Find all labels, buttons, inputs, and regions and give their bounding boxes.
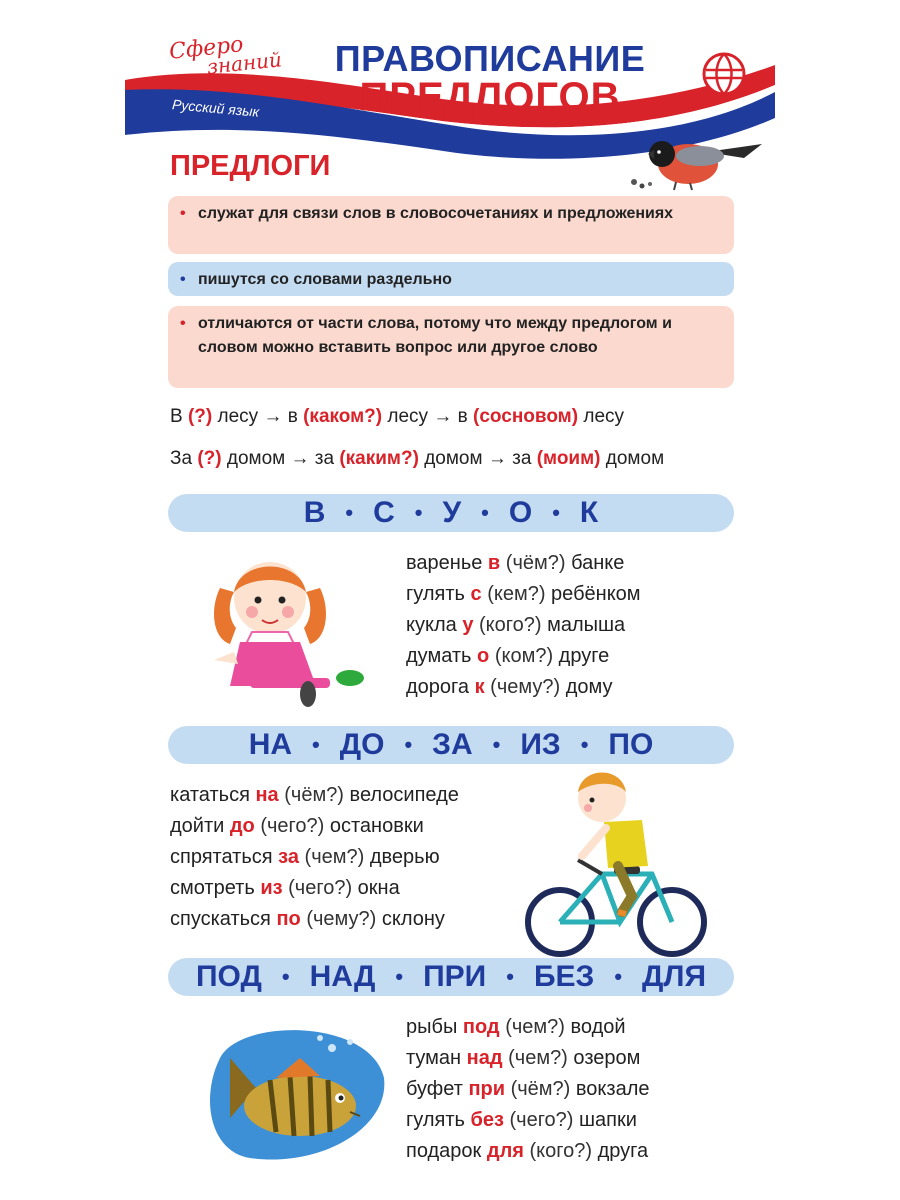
boy-on-bicycle-image [522, 762, 712, 962]
question: (ком?) [494, 645, 554, 667]
list-item [170, 842, 459, 873]
rule-text: служат для связи слов в словосочетаниях и предложениях [198, 205, 674, 222]
list-item [170, 780, 459, 811]
dot-separator: • [492, 732, 501, 757]
example-question: (?) [197, 448, 222, 469]
preposition: по [276, 908, 301, 930]
preposition: ПРИ [423, 960, 487, 993]
preposition: БЕЗ [533, 960, 595, 993]
preposition: за [278, 846, 299, 868]
word: варенье [406, 552, 483, 574]
rule-card-1 [168, 196, 734, 254]
question: (чему?) [306, 908, 377, 930]
dot-separator: • [345, 500, 354, 525]
preposition: у [462, 614, 474, 636]
dot-separator: • [395, 964, 404, 989]
bullet-icon: • [180, 205, 186, 222]
example-word: лесу [583, 406, 625, 427]
preposition: к [474, 676, 485, 698]
dot-separator: • [312, 732, 320, 757]
list-item [406, 1074, 650, 1105]
rule-text: пишутся со словами раздельно [198, 271, 452, 288]
example-word: домом [605, 448, 665, 469]
preposition-band-3 [168, 958, 734, 996]
example-word: лесу → в [217, 406, 298, 427]
list-item [406, 1105, 650, 1136]
word: велосипеде [349, 784, 459, 806]
preposition: до [229, 815, 255, 837]
word: гулять [406, 1109, 465, 1131]
preposition: С [373, 496, 395, 529]
example-question: (сосновом) [473, 406, 579, 427]
title-line-2: ПРЕДЛОГОВ [359, 75, 621, 119]
dot-separator: • [414, 500, 423, 525]
preposition: ДО [339, 728, 385, 761]
preposition: К [579, 496, 599, 529]
preposition: У [442, 496, 462, 529]
word: малыша [547, 614, 626, 636]
preposition: О [508, 496, 533, 529]
list-item [170, 904, 459, 935]
word: банке [571, 552, 625, 574]
bullet-icon: • [180, 315, 186, 332]
doll-image [190, 548, 390, 708]
subject-label: Русский язык [171, 96, 260, 120]
preposition-band-2 [168, 726, 734, 764]
question: (чём?) [284, 784, 344, 806]
example-word: За [170, 448, 193, 469]
bullfinch-bird-image [626, 130, 766, 196]
word: кукла [406, 614, 457, 636]
dot-separator: • [281, 964, 290, 989]
word: рыбы [406, 1016, 458, 1038]
word: склону [381, 908, 445, 930]
preposition: с [470, 583, 482, 605]
question: (чем?) [304, 846, 365, 868]
word: буфет [406, 1078, 463, 1100]
preposition: НАД [309, 960, 376, 993]
list-item [406, 579, 641, 610]
word: спускаться [170, 908, 271, 930]
preposition: ПО [608, 728, 654, 761]
example-word: В [170, 406, 183, 427]
fish-image [200, 1018, 390, 1168]
word: остановки [329, 815, 424, 837]
word: туман [406, 1047, 462, 1069]
word: дому [565, 676, 613, 698]
word: смотреть [170, 877, 255, 899]
dot-separator: • [614, 964, 623, 989]
example-list-1 [406, 548, 641, 703]
dot-separator: • [506, 964, 514, 989]
example-word: домом → за [424, 448, 532, 469]
example-question: (моим) [536, 448, 601, 469]
page-title [300, 38, 680, 119]
publisher-logo [168, 32, 282, 79]
preposition: В [303, 496, 326, 529]
example-question: (?) [187, 406, 213, 427]
bullet-icon: • [180, 271, 186, 288]
list-item [406, 1043, 650, 1074]
word: кататься [170, 784, 250, 806]
preposition: НА [248, 728, 293, 761]
question: (кого?) [529, 1140, 593, 1162]
preposition: ПОД [195, 960, 262, 993]
preposition: без [470, 1109, 504, 1131]
example-word: лесу → в [387, 406, 468, 427]
preposition: ДЛЯ [642, 960, 706, 993]
word: подарок [406, 1140, 482, 1162]
word: окна [357, 877, 400, 899]
preposition: о [477, 645, 490, 667]
question: (чего?) [288, 877, 353, 899]
preposition-band-1 [168, 494, 734, 532]
word: вокзале [575, 1078, 650, 1100]
dot-separator: • [481, 500, 489, 525]
example-list-2 [170, 780, 459, 935]
preposition: из [260, 877, 283, 899]
preposition: при [468, 1078, 506, 1100]
logo-line-2: знаний [205, 47, 283, 79]
question: (кого?) [479, 614, 542, 636]
example-line-2 [170, 448, 664, 470]
preposition: на [255, 784, 279, 806]
question: (чём?) [505, 552, 566, 574]
list-item [406, 1012, 650, 1043]
preposition: в [487, 552, 501, 574]
logo-line-1: Сферо [168, 32, 245, 65]
list-item [170, 811, 459, 842]
question: (чём?) [510, 1078, 571, 1100]
preposition: над [466, 1047, 503, 1069]
globe-icon [700, 50, 748, 98]
title-line-1: ПРАВОПИСАНИЕ [334, 38, 646, 79]
example-question: (каком?) [303, 406, 383, 427]
word: дойти [170, 815, 225, 837]
dot-separator: • [404, 732, 413, 757]
section-title: ПРЕДЛОГИ [170, 150, 331, 182]
word: водой [570, 1016, 626, 1038]
question: (чего?) [509, 1109, 574, 1131]
rule-card-3 [168, 306, 734, 388]
dot-separator: • [580, 732, 589, 757]
list-item [406, 672, 641, 703]
list-item [406, 610, 641, 641]
list-item [406, 1136, 650, 1167]
word: дорога [406, 676, 470, 698]
preposition: ИЗ [520, 728, 561, 761]
example-word: домом → за [226, 448, 335, 469]
list-item [170, 873, 459, 904]
word: друга [597, 1140, 649, 1162]
word: думать [406, 645, 472, 667]
word: друге [558, 645, 610, 667]
preposition: под [462, 1016, 500, 1038]
example-line-1 [170, 406, 624, 428]
preposition: для [486, 1140, 524, 1162]
dot-separator: • [552, 500, 560, 525]
rule-card-2 [168, 262, 734, 296]
word: шапки [579, 1109, 637, 1131]
list-item [406, 641, 641, 672]
word: гулять [406, 583, 465, 605]
word: озером [573, 1047, 641, 1069]
rule-text: отличаются от части слова, потому что между предлогом и словом можно вставить вопрос или другое слово [198, 315, 672, 356]
example-question: (каким?) [339, 448, 419, 469]
list-item [406, 548, 641, 579]
word: спрятаться [170, 846, 273, 868]
question: (кем?) [487, 583, 546, 605]
word: ребёнком [551, 583, 641, 605]
question: (чем?) [505, 1016, 565, 1038]
question: (чего?) [260, 815, 325, 837]
question: (чему?) [490, 676, 561, 698]
preposition: ЗА [432, 728, 473, 761]
question: (чем?) [508, 1047, 568, 1069]
example-list-3 [406, 1012, 650, 1167]
word: дверью [369, 846, 440, 868]
